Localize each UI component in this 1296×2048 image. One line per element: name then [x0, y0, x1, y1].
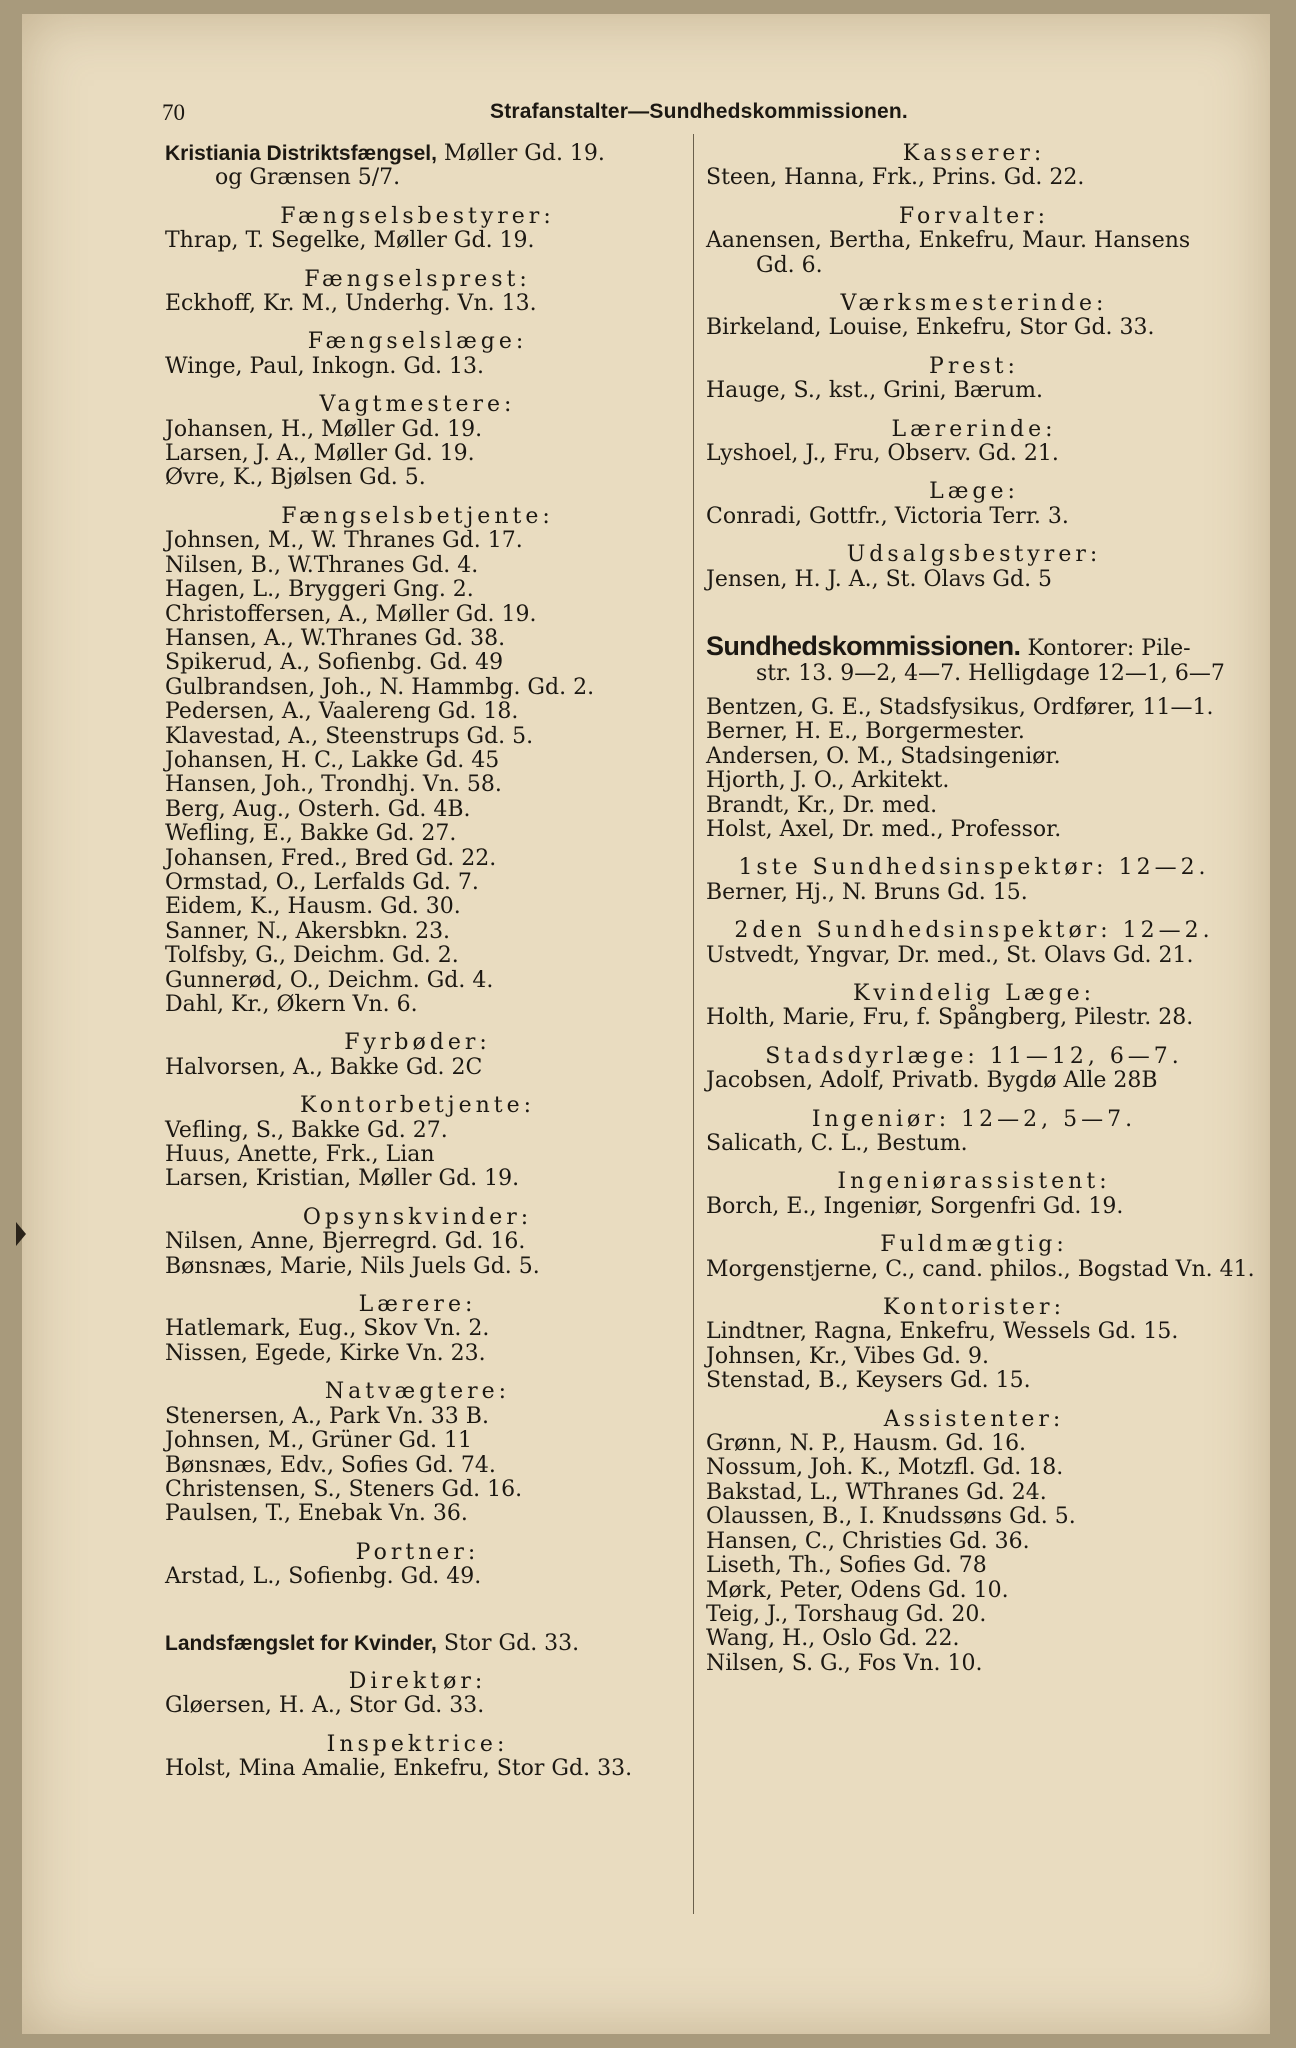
section-heading: Værksmesterinde: [840, 291, 1108, 317]
directory-entry: Holth, Marie, Fru, f. Spångberg, Pilestr. 28. [706, 1005, 1194, 1031]
member-entry: Holst, Axel, Dr. med., Professor. [706, 816, 1062, 842]
page-header [162, 96, 1242, 132]
directory-entry: Vefling, S., Bakke Gd. 27. [165, 1117, 448, 1143]
spacer [165, 1590, 670, 1632]
section-list [165, 1670, 670, 1782]
right-column [706, 141, 1255, 1676]
section-heading: Natvægtere: [324, 1379, 511, 1405]
directory-entry: Paulsen, T., Enebak Vn. 36. [165, 1501, 468, 1527]
institution-office: Kontorer: Pile- [1020, 636, 1191, 662]
institution-name: Kristiania Distriktsfængsel, [165, 142, 437, 165]
directory-entry: Bønsnæs, Edv., Sofies Gd. 74. [165, 1452, 496, 1478]
directory-entry: Grønn, N. P., Hausm. Gd. 16. [706, 1431, 1027, 1457]
directory-entry: Hansen, C., Christies Gd. 36. [706, 1528, 1030, 1554]
member-entry: Andersen, O. M., Stadsingeniør. [706, 743, 1061, 769]
section-heading: Kvindelig Læge: [852, 980, 1096, 1006]
directory-entry: Holst, Mina Amalie, Enkefru, Stor Gd. 33. [165, 1756, 633, 1782]
institution-name: Sundhedskommissionen. [706, 631, 1021, 662]
directory-entry: Hatlemark, Eug., Skov Vn. 2. [165, 1316, 490, 1342]
directory-entry: Morgenstjerne, C., cand. philos., Bogstad Vn. 41. [706, 1256, 1255, 1282]
institution-address: Møller Gd. 19. [436, 141, 605, 166]
directory-entry: Bakstad, L., WThranes Gd. 24. [706, 1479, 1047, 1505]
directory-entry: Bønsnæs, Marie, Nils Juels Gd. 5. [165, 1253, 540, 1279]
directory-entry: Eidem, K., Hausm. Gd. 30. [165, 894, 461, 920]
directory-entry: Stenersen, A., Park Vn. 33 B. [165, 1403, 489, 1429]
directory-entry: Aanensen, Bertha, Enkefru, Maur. Hansens [706, 228, 1191, 254]
directory-entry: Larsen, J. A., Møller Gd. 19. [165, 441, 475, 467]
directory-entry: Jensen, H. J. A., St. Olavs Gd. 5 [706, 566, 1053, 592]
directory-entry: Pedersen, A., Vaalereng Gd. 18. [165, 699, 519, 725]
directory-entry: Nossum, Joh. K., Motzfl. Gd. 18. [706, 1455, 1064, 1481]
directory-entry: Klavestad, A., Steenstrups Gd. 5. [165, 723, 534, 749]
directory-entry: Gulbrandsen, Joh., N. Hammbg. Gd. 2. [165, 674, 595, 700]
directory-entry: Ustvedt, Yngvar, Dr. med., St. Olavs Gd. 21. [706, 942, 1194, 968]
section-heading: Fuldmægtig: [880, 1232, 1068, 1258]
section-heading: Vagtmestere: [319, 392, 516, 418]
section-list [706, 142, 1242, 592]
directory-entry: Salicath, C. L., Bestum. [706, 1131, 968, 1156]
institution-heading [165, 142, 670, 166]
directory-entry: Johnsen, M., Grüner Gd. 11 [165, 1428, 472, 1454]
directory-entry: Gd. 6. [756, 252, 823, 278]
section-heading: Forvalter: [898, 203, 1050, 229]
directory-entry: Johnsen, M., W. Thranes Gd. 17. [165, 528, 523, 554]
directory-entry: Johansen, H., Møller Gd. 19. [165, 416, 483, 442]
directory-entry: Dahl, Kr., Økern Vn. 6. [165, 992, 418, 1017]
page-number: 70 [162, 100, 185, 125]
directory-entry: Johansen, Fred., Bred Gd. 22. [165, 845, 497, 871]
section-heading: Direktør: [348, 1668, 487, 1694]
section-heading: Lærerinde: [891, 416, 1057, 442]
section-heading: Fængselslæge: [307, 329, 528, 355]
directory-entry: Johnsen, Kr., Vibes Gd. 9. [706, 1343, 989, 1369]
directory-entry: Johansen, H. C., Lakke Gd. 45 [165, 747, 500, 773]
directory-entry: Hansen, A., W.Thranes Gd. 38. [165, 625, 506, 651]
institution-name: Landsfængslet for Kvinder, [165, 1631, 437, 1655]
directory-entry: Nilsen, S. G., Fos Vn. 10. [706, 1650, 983, 1676]
directory-entry: Wang, H., Oslo Gd. 22. [706, 1626, 960, 1652]
directory-entry: Christensen, S., Steners Gd. 16. [165, 1476, 523, 1502]
member-entry: Bentzen, G. E., Stadsfysikus, Ordfører, 11—1. [706, 694, 1214, 720]
directory-entry: Borch, E., Ingeniør, Sorgenfri Gd. 19. [706, 1193, 1124, 1219]
directory-entry: Steen, Hanna, Frk., Prins. Gd. 22. [706, 165, 1085, 191]
directory-entry: Hauge, S., kst., Grini, Bærum. [706, 378, 1043, 404]
directory-entry: Hagen, L., Bryggeri Gng. 2. [165, 577, 474, 603]
section-heading: Fængselsbestyrer: [280, 203, 555, 229]
directory-entry: Huus, Anette, Frk., Lian [165, 1142, 435, 1168]
section-heading: Fyrbøder: [344, 1030, 491, 1056]
directory-entry: Lindtner, Ragna, Enkefru, Wessels Gd. 15. [706, 1319, 1179, 1345]
directory-entry: Berner, Hj., N. Bruns Gd. 15. [706, 879, 1028, 905]
section-heading: Prest: [929, 353, 1019, 379]
section-heading: Ingeniørassistent: [837, 1169, 1111, 1195]
directory-entry: Gunnerød, O., Deichm. Gd. 4. [165, 967, 494, 993]
institution-hours: str. 13. 9—2, 4—7. Helligdage 12—1, 6—7 [756, 660, 1225, 686]
directory-entry: Halvorsen, A., Bakke Gd. 2C [165, 1054, 483, 1080]
member-entry: Hjorth, J. O., Arkitekt. [706, 768, 950, 794]
section-heading: Opsynskvinder: [302, 1204, 533, 1230]
directory-entry: Conradi, Gottfr., Victoria Terr. 3. [706, 503, 1069, 529]
directory-entry: Eckhoff, Kr. M., Underhg. Vn. 13. [165, 291, 537, 317]
section-heading: 2den Sundhedsinspektør: 12—2. [734, 918, 1214, 944]
directory-entry: Liseth, Th., Sofies Gd. 78 [706, 1553, 987, 1579]
institution-address: Stor Gd. 33. [436, 1630, 580, 1656]
directory-entry: Sanner, N., Akersbkn. 23. [165, 918, 451, 944]
directory-entry: Hansen, Joh., Trondhj. Vn. 58. [165, 772, 502, 798]
page-edge-mark [16, 1222, 26, 1246]
directory-entry: Ormstad, O., Lerfalds Gd. 7. [165, 869, 479, 895]
spacer [706, 592, 1242, 634]
section-heading: Inspektrice: [326, 1731, 509, 1757]
section-list [165, 205, 670, 1590]
directory-entry: Teig, J., Torshaug Gd. 20. [706, 1601, 987, 1627]
section-heading: Læge: [929, 479, 1019, 505]
directory-entry: Nissen, Egede, Kirke Vn. 23. [165, 1340, 486, 1366]
directory-entry: Nilsen, B., W.Thranes Gd. 4. [165, 552, 479, 578]
section-heading: Portner: [355, 1539, 480, 1565]
directory-entry: Tolfsby, G., Deichm. Gd. 2. [165, 943, 459, 969]
section-heading: Udsalgsbestyrer: [846, 542, 1102, 568]
directory-entry: Wefling, E., Bakke Gd. 27. [165, 821, 457, 847]
directory-entry: Spikerud, A., Sofienbg. Gd. 49 [165, 650, 504, 676]
section-heading: Ingeniør: 12—2, 5—7. [811, 1106, 1137, 1132]
section-heading: Fængselsprest: [304, 266, 531, 292]
section-heading: Kontorbetjente: [299, 1093, 536, 1119]
institution-heading [706, 631, 1242, 662]
section-list [706, 855, 1255, 1676]
section-heading: 1ste Sundhedsinspektør: 12—2. [738, 855, 1210, 881]
directory-entry: Christoffersen, A., Møller Gd. 19. [165, 601, 537, 627]
directory-entry: Winge, Paul, Inkogn. Gd. 13. [165, 353, 484, 379]
directory-entry: Larsen, Kristian, Møller Gd. 19. [165, 1166, 520, 1192]
directory-entry: Lyshoel, J., Fru, Observ. Gd. 21. [706, 441, 1059, 467]
directory-entry: Øvre, K., Bjølsen Gd. 5. [165, 465, 426, 491]
directory-entry: Arstad, L., Sofienbg. Gd. 49. [165, 1564, 482, 1590]
directory-entry: Stenstad, B., Keysers Gd. 15. [706, 1368, 1031, 1394]
directory-entry: Mørk, Peter, Odens Gd. 10. [706, 1577, 1009, 1603]
section-heading: Kontorister: [883, 1295, 1065, 1321]
institution-heading [165, 1632, 670, 1656]
directory-entry: Berg, Aug., Osterh. Gd. 4B. [165, 796, 471, 822]
section-heading: Fængselsbetjente: [281, 503, 554, 529]
member-entry: Berner, H. E., Borgermester. [706, 719, 1025, 745]
member-list [706, 696, 1242, 842]
directory-entry: Jacobsen, Adolf, Privatb. Bygdø Alle 28B [706, 1068, 1158, 1094]
section-heading: Assistenter: [883, 1406, 1065, 1432]
institution-address-cont: og Grænsen 5/7. [215, 165, 401, 191]
directory-entry: Olaussen, B., I. Knudssøns Gd. 5. [706, 1504, 1076, 1530]
left-column [165, 142, 670, 1782]
running-title: Strafanstalter—Sundhedskommissionen. [490, 100, 908, 123]
directory-entry: Gløersen, H. A., Stor Gd. 33. [165, 1693, 485, 1719]
column-divider [693, 134, 694, 1914]
directory-entry: Nilsen, Anne, Bjerregrd. Gd. 16. [165, 1229, 526, 1255]
member-entry: Brandt, Kr., Dr. med. [706, 792, 938, 818]
section-heading: Kasserer: [902, 141, 1046, 166]
directory-entry: Thrap, T. Segelke, Møller Gd. 19. [165, 228, 535, 254]
section-heading: Lærere: [358, 1292, 477, 1318]
directory-entry: Birkeland, Louise, Enkefru, Stor Gd. 33. [706, 315, 1155, 341]
section-heading: Stadsdyrlæge: 11—12, 6—7. [765, 1043, 1183, 1069]
